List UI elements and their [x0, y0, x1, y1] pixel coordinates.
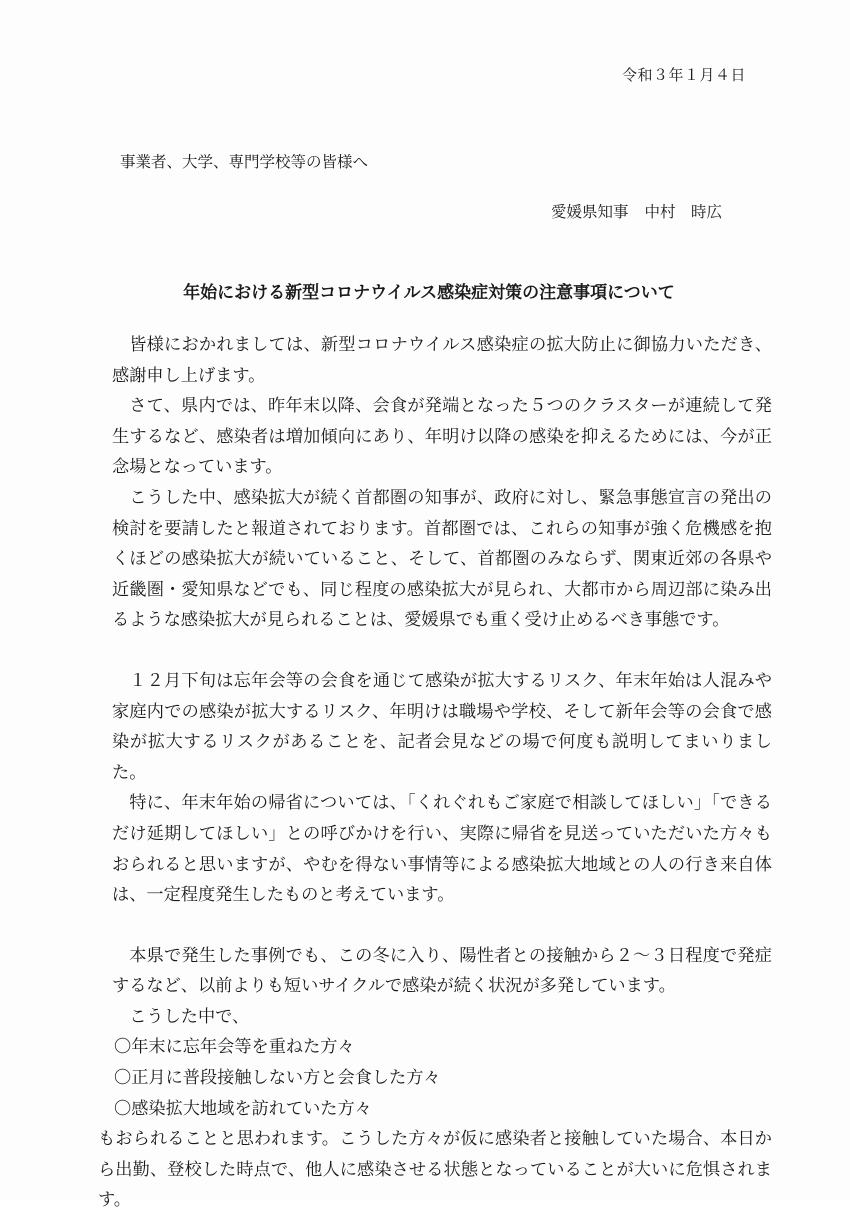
- bullet-list: [112, 1032, 772, 1124]
- paragraph: こうした中で、: [129, 1006, 250, 1027]
- document-title: 年始における新型コロナウイルス感染症対策の注意事項について: [183, 283, 675, 303]
- paragraph: 本県で発生した事例でも、この冬に入り、陽性者との接触から２～３日程度で発症するなど、以前よりも短いサイクルで感染が続く状況が多発しています。: [112, 945, 772, 997]
- document-body: [98, 330, 772, 1216]
- document-date: 令和３年１月４日: [621, 66, 746, 84]
- paragraph: こうした中、感染拡大が続く首都圏の知事が、政府に対し、緊急事態宣言の発出の検討を要請したと報道されております。首都圏では、これらの知事が強く危機感を抱くほどの感染拡大が続いていること、そして、首都圏のみならず、関東近郊の各県や近畿圏・愛知県などでも、同じ程度の感染拡大が見られ、大都市から周辺部に染み出るような感染拡大が見られることは、愛媛県でも重く受け止めるべき事態です。: [112, 487, 772, 631]
- addressee: 事業者、大学、専門学校等の皆様へ: [120, 153, 369, 171]
- list-item: 〇感染拡大地域を訪れていた方々: [114, 1098, 372, 1119]
- paragraph: １２月下旬は忘年会等の会食を通じて感染が拡大するリスク、年末年始は人混みや家庭内での感染が拡大するリスク、年明けは職場や学校、そして新年会等の会食で感染が拡大するリスクがあることを、記者会見などの場で何度も説明してまいりました。: [112, 670, 772, 783]
- closing-paragraph: もおられることと思われます。こうした方々が仮に感染者と接触していた場合、本日から出勤、登校した時点で、他人に感染させる状態となっていることが大いに危惧されます。: [98, 1129, 772, 1211]
- sender-name: 中村 時広: [644, 203, 722, 221]
- list-item: 〇正月に普段接触しない方と会食した方々: [114, 1068, 441, 1089]
- list-item: 〇年末に忘年会等を重ねた方々: [114, 1037, 355, 1058]
- sender-signature: [551, 200, 722, 222]
- paragraph: 皆様におかれましては、新型コロナウイルス感染症の拡大防止に御協力いただき、感謝申し上げます。: [112, 335, 772, 386]
- paragraph: さて、県内では、昨年末以降、会食が発端となった５つのクラスターが連続して発生するなど、感染者は増加傾向にあり、年明け以降の感染を抑えるためには、今が正念場となっています。: [112, 396, 772, 478]
- sender-title: 愛媛県知事: [550, 203, 629, 221]
- paragraph: 特に、年末年始の帰省については、「くれぐれもご家庭で相談してほしい」「できるだけ延期してほしい」との呼びかけを行い、実際に帰省を見送っていただいた方々もおられると思いますが、やむを得ない事情等による感染拡大地域との人の行き来自体は、一定程度発生したものと考えています。: [112, 793, 772, 906]
